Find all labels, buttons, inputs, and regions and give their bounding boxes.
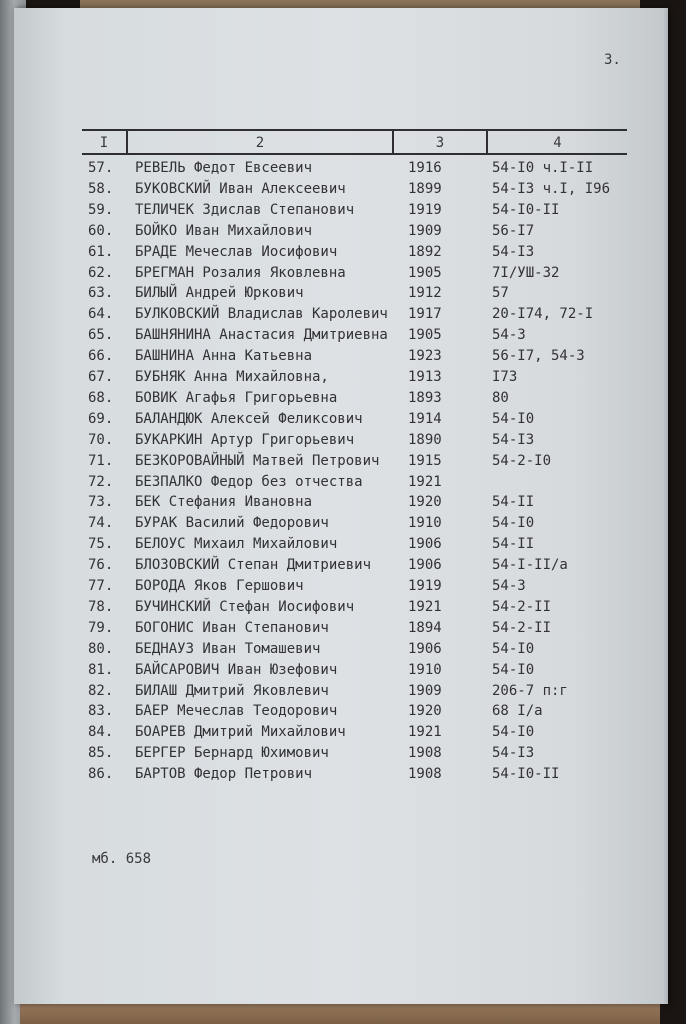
table-row — [14, 181, 668, 201]
row-num: 71. — [88, 452, 114, 469]
row-year: 1908 — [408, 745, 442, 762]
row-year: 1920 — [408, 703, 442, 720]
row-ref: 54-I3 ч.I, I96 — [492, 180, 611, 197]
row-ref: 56-I7 — [492, 222, 535, 239]
row-num: 60. — [88, 222, 114, 239]
row-year: 1908 — [408, 766, 442, 783]
row-year: 1917 — [408, 306, 442, 323]
row-ref: 54-3 — [492, 327, 526, 344]
row-name: БЛОЗОВСКИЙ Степан Дмитриевич — [135, 557, 372, 574]
row-year: 1910 — [408, 661, 442, 678]
footer-note: мб. 658 — [92, 851, 152, 867]
row-name: БЕЗКОРОВАЙНЫЙ Матвей Петрович — [135, 452, 380, 469]
row-ref: 56-I7, 54-3 — [492, 348, 585, 365]
row-num: 70. — [88, 431, 114, 448]
row-num: 80. — [88, 640, 114, 657]
row-ref: 54-2-I0 — [492, 452, 552, 469]
row-num: 84. — [88, 724, 114, 741]
table-row — [14, 745, 668, 765]
row-num: 76. — [88, 557, 114, 574]
row-num: 65. — [88, 327, 114, 344]
row-name: БРЕГМАН Розалия Яковлевна — [135, 264, 346, 281]
table-row — [14, 285, 668, 305]
row-name: БАШНЯНИНА Анастасия Дмитриевна — [135, 327, 388, 344]
row-name: БОЙКО Иван Михайлович — [135, 222, 313, 239]
row-num: 77. — [88, 578, 114, 594]
row-name: БАЕР Мечеслав Теодорович — [135, 703, 338, 720]
table-row — [14, 662, 668, 682]
table-row — [14, 724, 668, 744]
row-name: БИЛЫЙ Андрей Юркович — [135, 285, 304, 302]
row-ref: 54-I3 — [492, 243, 535, 260]
header-col-3: 3 — [435, 135, 445, 151]
table-row — [14, 348, 668, 368]
row-name: БУЛКОВСКИЙ Владислав Каролевич — [135, 306, 388, 323]
row-num: 73. — [88, 494, 114, 511]
row-year: 1915 — [408, 452, 442, 469]
row-year: 1919 — [408, 578, 442, 594]
row-name: БОВИК Агафья Григорьевна — [135, 389, 338, 406]
table-row — [14, 641, 668, 661]
row-year: 1890 — [408, 431, 442, 448]
table-row — [14, 306, 668, 326]
row-ref: 54-I3 — [492, 745, 535, 762]
row-year: 1914 — [408, 410, 442, 427]
table-row — [14, 327, 668, 347]
row-ref: 54-I0 — [492, 724, 535, 741]
page-number: 3. — [604, 52, 621, 68]
row-num: 63. — [88, 285, 114, 302]
row-name: БОРОДА Яков Гершович — [135, 578, 304, 594]
row-ref: 206-7 п:г — [492, 682, 568, 699]
row-num: 66. — [88, 348, 114, 365]
row-name: БОАРЕВ Дмитрий Михайлович — [135, 724, 346, 741]
table-row — [14, 160, 668, 180]
row-year: 1921 — [408, 598, 442, 615]
row-num: 78. — [88, 598, 114, 615]
row-year: 1909 — [408, 222, 442, 239]
table-row — [14, 369, 668, 389]
row-num: 83. — [88, 703, 114, 720]
row-ref: 80 — [492, 389, 509, 406]
table-row — [14, 557, 668, 577]
row-ref: 54-I0 — [492, 410, 535, 427]
table-row — [14, 599, 668, 619]
row-year: 1905 — [408, 264, 442, 281]
table-row — [14, 703, 668, 723]
table-row — [14, 411, 668, 431]
row-name: РЕВЕЛЬ Федот Евсеевич — [135, 160, 313, 176]
table-row — [14, 515, 668, 535]
row-num: 61. — [88, 243, 114, 260]
row-num: 69. — [88, 410, 114, 427]
row-name: БУРАК Василий Федорович — [135, 515, 329, 532]
table-row — [14, 578, 668, 598]
table-header — [82, 129, 627, 155]
row-ref: 54-II — [492, 494, 535, 511]
row-name: БРАДЕ Мечеслав Иосифович — [135, 243, 338, 260]
table-row — [14, 453, 668, 473]
table-row — [14, 244, 668, 264]
row-name: БЕЛОУС Михаил Михайлович — [135, 536, 338, 553]
row-ref: 54-I0-II — [492, 766, 560, 783]
row-num: 62. — [88, 264, 114, 281]
row-ref: 20-I74, 72-I — [492, 306, 594, 323]
row-num: 58. — [88, 180, 114, 197]
row-num: 75. — [88, 536, 114, 553]
row-name: БЕРГЕР Бернард Юхимович — [135, 745, 329, 762]
row-ref: 54-I0-II — [492, 201, 560, 218]
row-year: 1921 — [408, 724, 442, 741]
row-ref: 54-I0 — [492, 515, 535, 532]
row-year: 1909 — [408, 682, 442, 699]
row-year: 1894 — [408, 619, 442, 636]
row-name: БАРТОВ Федор Петрович — [135, 766, 313, 783]
header-col-2: 2 — [255, 135, 265, 151]
row-year: 1906 — [408, 557, 442, 574]
row-year: 1893 — [408, 389, 442, 406]
row-name: БУКАРКИН Артур Григорьевич — [135, 431, 355, 448]
row-name: БУБНЯК Анна Михайловна, — [135, 369, 329, 385]
row-name: БЕК Стефания Ивановна — [135, 494, 313, 511]
row-ref: I73 — [492, 369, 518, 385]
row-num: 67. — [88, 369, 114, 385]
row-num: 68. — [88, 389, 114, 406]
row-ref: 54-2-II — [492, 619, 552, 636]
row-year: 1916 — [408, 160, 442, 176]
row-year: 1906 — [408, 536, 442, 553]
row-num: 74. — [88, 515, 114, 532]
row-name: БУКОВСКИЙ Иван Алексеевич — [135, 180, 346, 197]
row-ref: 54-3 — [492, 578, 526, 594]
row-num: 85. — [88, 745, 114, 762]
row-name: БЕДНАУЗ Иван Томашевич — [135, 640, 321, 657]
row-name: БАШНИНА Анна Катьевна — [135, 348, 313, 365]
row-ref: 54-I0 — [492, 640, 535, 657]
row-year: 1912 — [408, 285, 442, 302]
row-name: БАЛАНДЮК Алексей Феликсович — [135, 410, 363, 427]
table-row — [14, 766, 668, 786]
row-name: БАЙСАРОВИЧ Иван Юзефович — [135, 661, 338, 678]
row-num: 57. — [88, 160, 114, 176]
row-ref: 54-I0 — [492, 661, 535, 678]
row-year: 1920 — [408, 494, 442, 511]
row-num: 86. — [88, 766, 114, 783]
row-name: БИЛАШ Дмитрий Яковлевич — [135, 682, 329, 699]
row-year: 1921 — [408, 473, 442, 490]
table-row — [14, 620, 668, 640]
row-ref: 57 — [492, 285, 509, 302]
row-year: 1905 — [408, 327, 442, 344]
row-name: ТЕЛИЧЕК Здислав Степанович — [135, 201, 355, 218]
row-num: 82. — [88, 682, 114, 699]
row-year: 1899 — [408, 180, 442, 197]
row-num: 81. — [88, 661, 114, 678]
row-ref: 54-II — [492, 536, 535, 553]
row-name: БУЧИНСКИЙ Стефан Иосифович — [135, 598, 355, 615]
table-row — [14, 494, 668, 514]
row-ref: 54-I-II/а — [492, 557, 568, 574]
table-row — [14, 474, 668, 494]
row-year: 1919 — [408, 201, 442, 218]
row-ref: 54-I0 ч.I-II — [492, 160, 594, 176]
table-row — [14, 223, 668, 243]
row-num: 64. — [88, 306, 114, 323]
row-num: 59. — [88, 201, 114, 218]
row-ref: 68 I/а — [492, 703, 543, 720]
table-row — [14, 683, 668, 703]
row-year: 1913 — [408, 369, 442, 385]
table-row — [14, 265, 668, 285]
row-year: 1892 — [408, 243, 442, 260]
row-name: БОГОНИС Иван Степанович — [135, 619, 329, 636]
row-ref: 54-I3 — [492, 431, 535, 448]
table-row — [14, 202, 668, 222]
header-col-4: 4 — [553, 135, 562, 151]
row-year: 1910 — [408, 515, 442, 532]
row-num: 79. — [88, 619, 114, 636]
table-row — [14, 536, 668, 556]
row-year: 1906 — [408, 640, 442, 657]
table-row — [14, 432, 668, 452]
row-ref: 7I/УШ-32 — [492, 264, 560, 281]
header-col-1: I — [99, 135, 109, 151]
document-page — [14, 8, 668, 1004]
row-name: БЕЗПАЛКО Федор без отчества — [135, 473, 363, 490]
table-row — [14, 390, 668, 410]
row-year: 1923 — [408, 348, 442, 365]
row-num: 72. — [88, 473, 114, 490]
row-ref: 54-2-II — [492, 598, 552, 615]
